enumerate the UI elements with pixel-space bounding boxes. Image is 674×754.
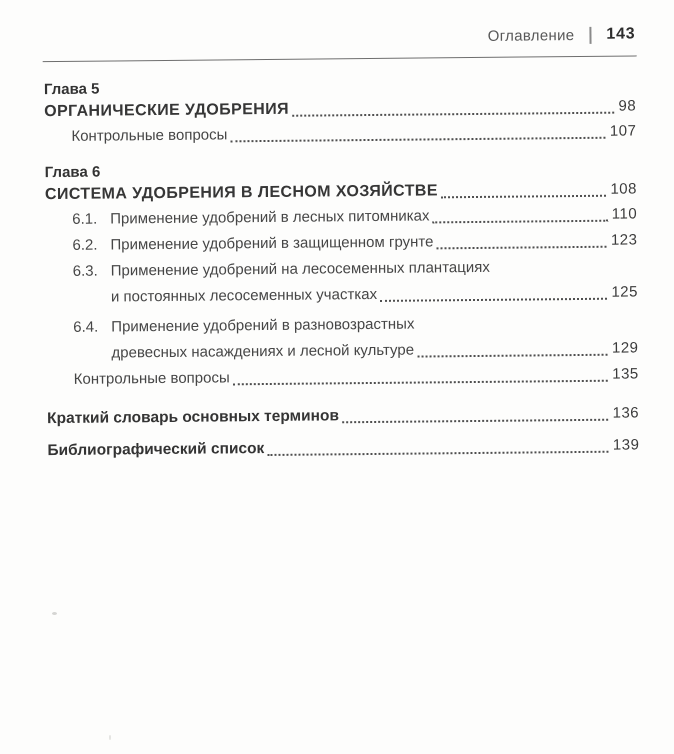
entry-title-line2: древесных насаждениях и лесной культуре bbox=[111, 341, 415, 362]
toc-entry-6-3 bbox=[46, 253, 638, 311]
header-divider bbox=[589, 26, 591, 43]
entry-title-line1: Применение удобрений в разновозрастных bbox=[111, 315, 415, 336]
dotted-leader bbox=[417, 354, 608, 358]
toc-entry-6-4 bbox=[46, 309, 638, 367]
entry-title: ОРГАНИЧЕСКИЕ УДОБРЕНИЯ bbox=[44, 100, 290, 121]
dotted-leader bbox=[441, 195, 607, 199]
dotted-leader bbox=[292, 112, 614, 117]
entry-title: Применение удобрений в защищенном грунте bbox=[110, 233, 434, 254]
toc-entry-questions-5 bbox=[44, 118, 636, 150]
dotted-leader bbox=[233, 380, 609, 386]
entry-page: 139 bbox=[612, 436, 640, 454]
entry-page: 123 bbox=[610, 231, 638, 249]
table-of-contents bbox=[0, 56, 674, 464]
entry-page: 135 bbox=[612, 365, 639, 383]
entry-page: 125 bbox=[611, 283, 639, 301]
chapter-label: Глава 6 bbox=[44, 163, 101, 182]
entry-title: СИСТЕМА УДОБРЕНИЯ В ЛЕСНОМ ХОЗЯЙСТВЕ bbox=[44, 182, 438, 204]
entry-title: Контрольные вопросы bbox=[71, 126, 228, 145]
entry-page: 108 bbox=[610, 180, 638, 198]
running-head bbox=[0, 0, 672, 51]
dotted-leader bbox=[433, 220, 608, 224]
chapter-label: Глава 5 bbox=[43, 80, 100, 99]
toc-entry-bibliography bbox=[47, 432, 639, 464]
entry-number: 6.3. bbox=[72, 262, 98, 280]
dotted-leader bbox=[436, 246, 606, 250]
page-number: 143 bbox=[606, 25, 636, 43]
entry-page: 110 bbox=[611, 205, 638, 223]
toc-entry-glossary bbox=[47, 400, 639, 432]
entry-title: Краткий словарь основных терминов bbox=[47, 407, 340, 428]
entry-page: 98 bbox=[618, 97, 637, 115]
scan-speck bbox=[52, 612, 57, 615]
toc-chapter-6 bbox=[45, 157, 639, 393]
entry-page: 107 bbox=[609, 122, 637, 140]
entry-page: 136 bbox=[612, 404, 640, 422]
toc-entry-questions-6 bbox=[47, 361, 639, 393]
entry-number: 6.4. bbox=[73, 318, 99, 336]
dotted-leader bbox=[380, 298, 607, 302]
entry-title: Контрольные вопросы bbox=[73, 369, 230, 388]
entry-page: 129 bbox=[611, 339, 639, 357]
toc-chapter-5 bbox=[44, 74, 637, 150]
running-head-title: Оглавление bbox=[487, 26, 575, 45]
entry-number: 6.2. bbox=[72, 236, 98, 254]
entry-title: Библиографический список bbox=[47, 440, 265, 460]
entry-number: 6.1. bbox=[72, 210, 98, 228]
dotted-leader bbox=[342, 419, 609, 424]
dotted-leader bbox=[230, 137, 606, 143]
entry-title: Применение удобрений в лесных питомниках bbox=[110, 207, 430, 228]
entry-title-line2: и постоянных лесосеменных участках bbox=[110, 285, 378, 306]
entry-title-line1: Применение удобрений на лесосеменных плантациях bbox=[110, 258, 490, 280]
scan-speck bbox=[109, 735, 111, 740]
dotted-leader bbox=[267, 451, 609, 456]
